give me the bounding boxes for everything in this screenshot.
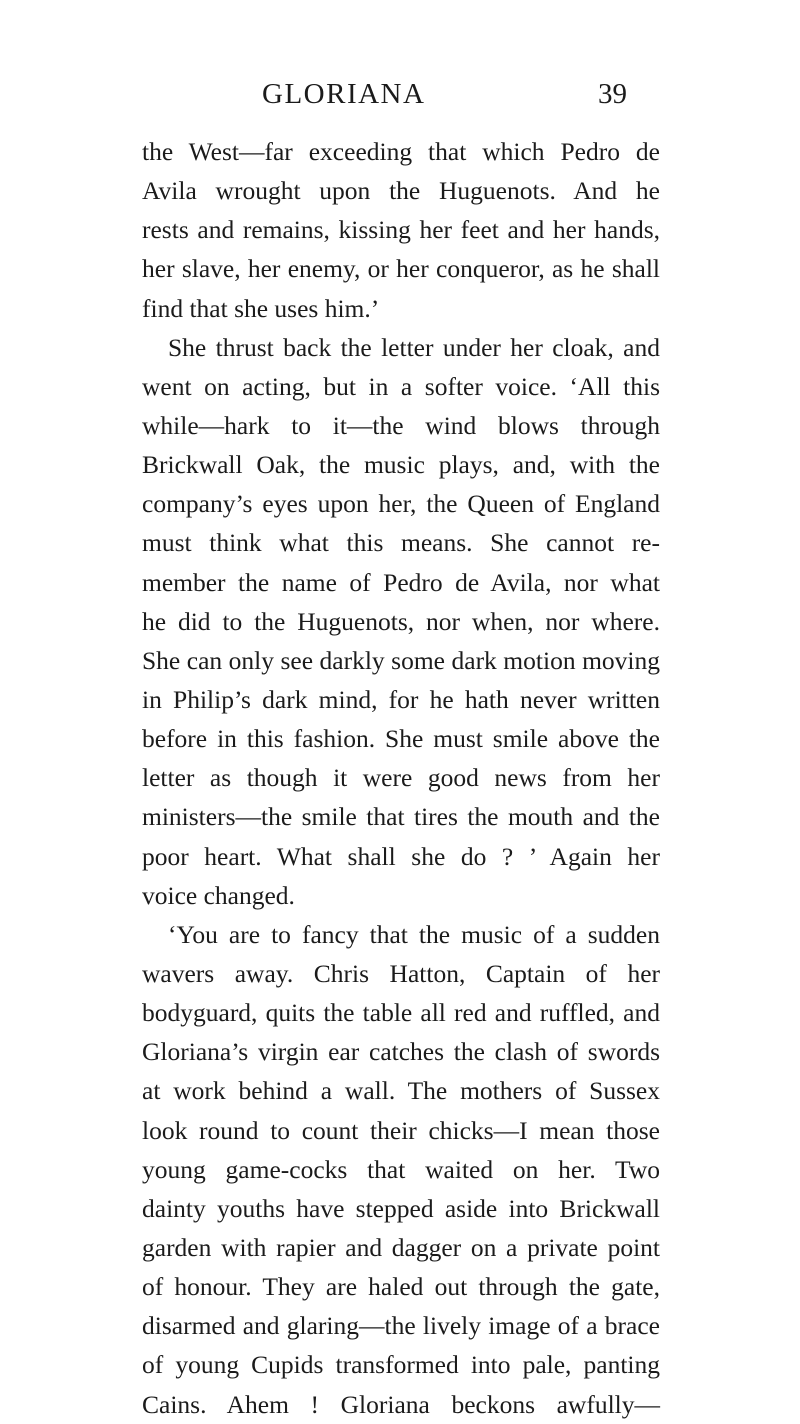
text-line: garden with rapier and dagger on a private point (142, 1232, 660, 1262)
text-line: in Philip’s dark mind, for he hath never written (142, 684, 660, 714)
text-line: of young Cupids transformed into pale, panting (142, 1350, 660, 1380)
text-line: rests and remains, kissing her feet and her hands, (142, 215, 660, 245)
text-line: of honour. They are haled out through the gate, (142, 1272, 660, 1302)
text-line: ‘You are to fancy that the music of a sudden (168, 919, 660, 949)
text-line: while—hark to it—the wind blows through (142, 410, 660, 440)
text-line: letter as though it were good news from her (142, 763, 660, 793)
text-line: the West—far exceeding that which Pedro de (142, 137, 660, 166)
text-line: her slave, her enemy, or her conqueror, as he shall (142, 254, 660, 284)
text-line: disarmed and glaring—the lively image of a brace (142, 1311, 660, 1341)
running-title: GLORIANA (262, 78, 426, 110)
text-line: She thrust back the letter under her cloak, and (168, 332, 660, 362)
body-text (142, 132, 660, 1424)
text-line: ministers—the smile that tires the mouth and the (142, 802, 660, 832)
text-line: before in this fashion. She must smile above the (142, 724, 660, 754)
text-line: Gloriana’s virgin ear catches the clash of swords (142, 1037, 660, 1067)
text-line: poor heart. What shall she do ? ’ Again her (142, 841, 660, 871)
text-line: Cains. Ahem ! Gloriana beckons awfully— (142, 1389, 660, 1419)
page-number: 39 (598, 78, 627, 110)
text-line: went on acting, but in a softer voice. ‘All this (142, 371, 660, 401)
text-line: company’s eyes upon her, the Queen of England (142, 489, 660, 519)
text-line: dainty youths have stepped aside into Brickwall (142, 1193, 660, 1223)
running-head (0, 78, 800, 118)
text-line: member the name of Pedro de Avila, nor what (142, 567, 660, 597)
text-line: look round to count their chicks—I mean those (142, 1115, 660, 1145)
text-line: bodyguard, quits the table all red and ruffled, and (142, 998, 660, 1028)
text-line: young game-cocks that waited on her. Two (142, 1154, 660, 1184)
text-line: Brickwall Oak, the music plays, and, with the (142, 450, 660, 480)
text-line: wavers away. Chris Hatton, Captain of her (142, 958, 660, 988)
text-line: must think what this means. She cannot re- (142, 528, 660, 558)
text-line: find that she uses him.’ (142, 293, 380, 323)
text-line: Avila wrought upon the Huguenots. And he (142, 176, 660, 206)
text-line: he did to the Huguenots, nor when, nor where. (142, 606, 660, 636)
text-line: voice changed. (142, 880, 295, 910)
text-line: at work behind a wall. The mothers of Sussex (142, 1076, 660, 1106)
text-line: She can only see darkly some dark motion moving (142, 645, 660, 675)
